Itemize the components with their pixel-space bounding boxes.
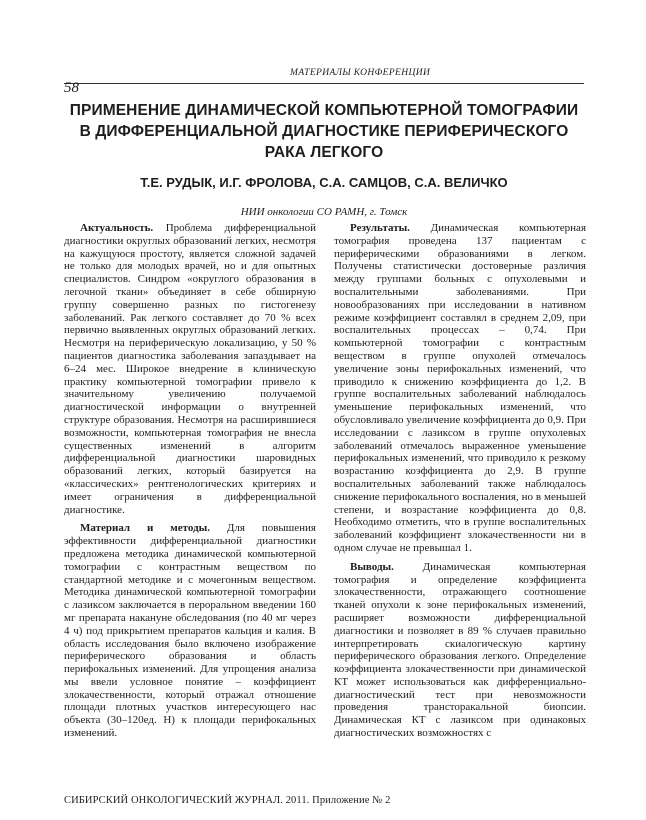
article-authors: Т.Е. РУДЫК, И.Г. ФРОЛОВА, С.А. САМЦОВ, С.А. ВЕЛИЧКО (140, 175, 508, 190)
methods-paragraph (64, 522, 316, 740)
relevance-text: Проблема дифференциальной диагностики округлых образований легких, несмотря на кажущуюся простоту, является сложной задачей не только для молодых врачей, но и для опытных специалистов. Синдром «округлого образования в легочной ткани» объединяет в себе обширную группу совершенно разных по гистогенезу заболеваний. Рак легкого составляет до 70 % всех первично выявленных округлых образований легких. Несмотря на периферическую локализацию, у 50 % пациентов диагностика заболевания запаздывает на 6–24 мес. Широкое внедрение в клиническую практику компьютерной томографии привело к значительному увеличению получаемой диагностической информации о внутренней структуре образования. Несмотря на расширившиеся возможности, компьютерная томография не внесла существенных изменений в алгоритм дифференциальной диагностики шаровидных образований легких, который базируется на «классических» рентгенологических критериях и имеет ограничения в дифференциальной диагностике. (64, 222, 316, 516)
article-title: ПРИМЕНЕНИЕ ДИНАМИЧЕСКОЙ КОМПЬЮТЕРНОЙ ТОМОГРАФИИ В ДИФФЕРЕНЦИАЛЬНОЙ ДИАГНОСТИКЕ ПЕРИФЕРИЧЕСКОГО РАКА ЛЕГКОГО (69, 102, 579, 161)
results-text: Динамическая компьютерная томография проведена 137 пациентам с периферическими образованиями в легком. Получены статистически достоверные различия между группами больных с опухолевыми и воспалительными заболеваниями. При новообразованиях при исследовании в нативном режиме коэффициент составлял в среднем 2,09, при воспалительных процессах – 0,74. При компьютерной томографии с контрастным веществом в группе опухолей отмечалось увеличение зоны перифокальных изменений, что приводило к снижению коэффициента до 1,2. В группе воспалительных заболеваний наблюдалось уменьшение перифокальных изменений, что обусловливало увеличение коэффициента до 0,9. При исследовании с лазиксом в группе опухолевых заболеваний отмечалось выраженное уменьшение перифокальных изменений, что приводило к резкому возрастанию коэффициента до 2,9. В группе воспалительных заболеваний также наблюдалось снижение перифокального воспаления, но в меньшей степени, и возрастание коэффициента до 0,8. Необходимо отметить, что в группе воспалительных заболеваний коэффициент злокачественности ни в одном случае не превышал 1. (334, 222, 587, 554)
relevance-paragraph (64, 222, 316, 516)
relevance-heading: Актуальность. (80, 222, 154, 234)
running-header: МАТЕРИАЛЫ КОНФЕРЕНЦИИ (290, 68, 431, 78)
results-heading: Результаты. (350, 222, 410, 234)
header-divider (64, 83, 584, 84)
journal-footer: СИБИРСКИЙ ОНКОЛОГИЧЕСКИЙ ЖУРНАЛ. 2011. Приложение № 2 (64, 795, 391, 806)
conclusions-text: Динамическая компьютерная томография и определение коэффициента злокачественности, отражающего соотношение тканей опухоли к зоне перифокальных изменений, расширяет возможности дифференциальной диагностики и позволяет в 89 % случаев правильно интерпретировать скиалогическую картину периферического образования легкого. Определение коэффициента злокачественности при динамической КТ может использоваться как дифференциально-диагностический тест при невозможности проведения трансторакальной биопсии. Динамическая КТ с лазиксом при одинаковых диагностических возможностях с (334, 560, 586, 740)
methods-text: Для повышения эффективности дифференциальной диагностики предложена методика динамической компьютерной томографии с контрастным веществом по стандартной методике и с мочегонным веществом. Методика динамической компьютерной томографии с лазиксом заключается в пероральном введении 160 мг препарата накануне обследования (по 40 мг через 4 ч) под прикрытием препаратов кальция и калия. В область исследования было включено изображение периферического образования и область перифокальных изменений. Для упрощения анализа мы ввели условное понятие – коэффициент злокачественности, который отражал отношение площади плотных участков интересующего нас объекта (30–120ед. Н) к площади перифокальных изменений. (64, 522, 316, 740)
conclusions-heading: Выводы. (350, 560, 394, 573)
methods-heading: Материал и методы. (80, 522, 210, 535)
right-column (334, 222, 586, 746)
left-column (64, 222, 316, 746)
page-number: 58 (64, 80, 79, 96)
article-affiliation: НИИ онкологии СО РАМН, г. Томск (240, 206, 408, 218)
conclusions-paragraph (334, 561, 586, 740)
results-paragraph (334, 222, 586, 555)
